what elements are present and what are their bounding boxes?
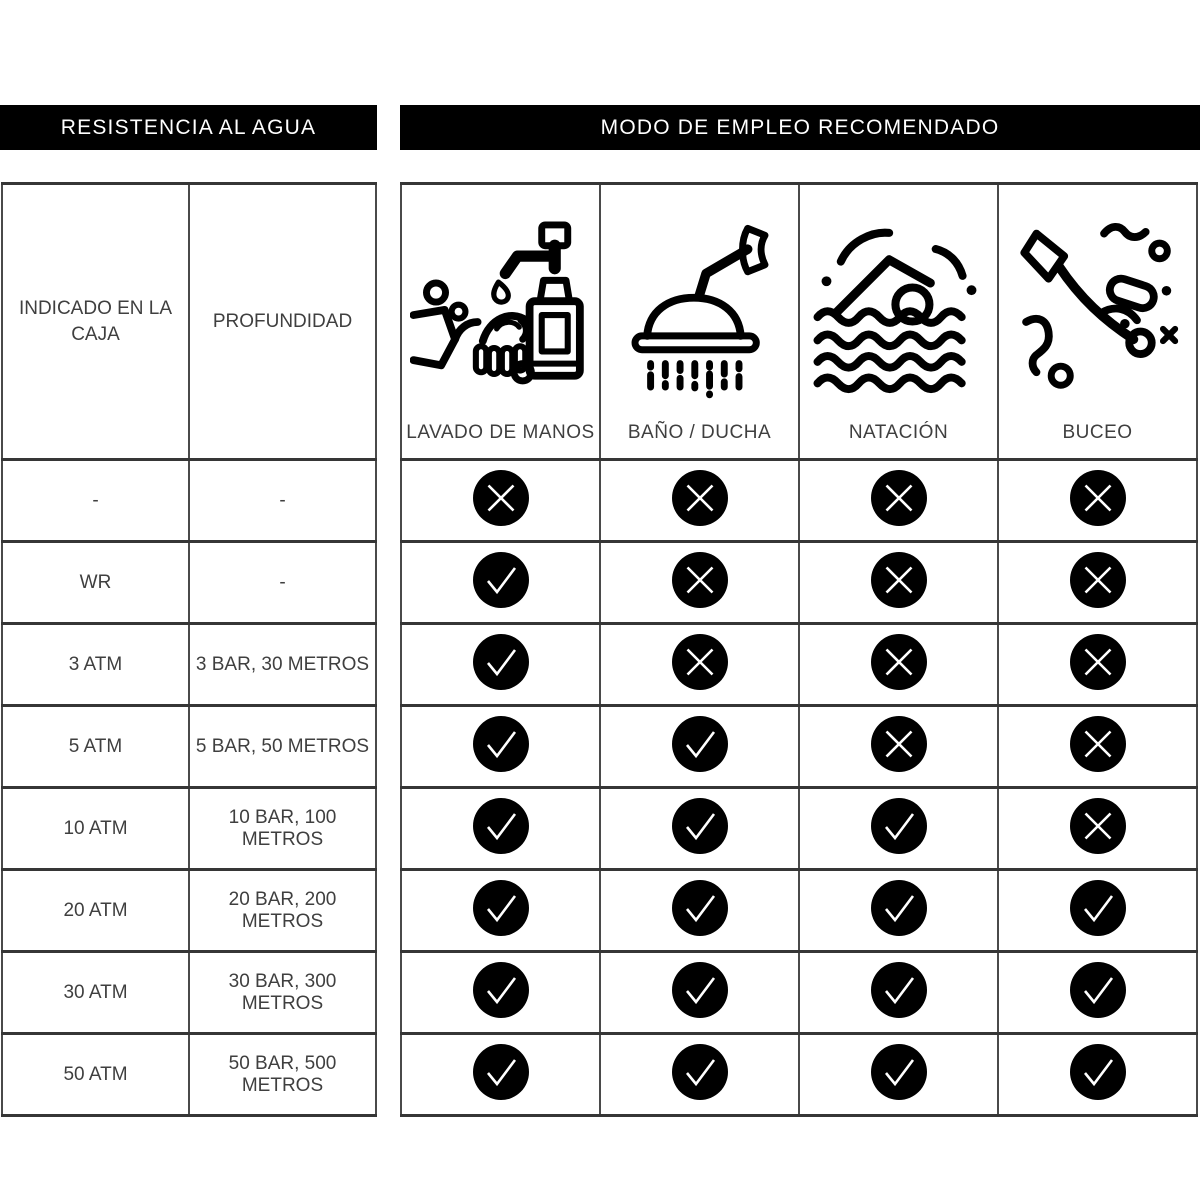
water-resistance-table	[1, 182, 377, 1117]
cross-glyph	[871, 716, 927, 772]
cross-mark-icon	[871, 470, 927, 526]
check-mark-icon	[1070, 962, 1126, 1018]
cross-glyph	[1070, 552, 1126, 608]
cell-profundidad: 50 BAR, 500 METROS	[189, 1034, 376, 1116]
cross-glyph	[1070, 798, 1126, 854]
matrix-cell	[998, 624, 1197, 706]
cross-glyph	[871, 470, 927, 526]
cross-mark-icon	[672, 470, 728, 526]
cross-glyph	[871, 552, 927, 608]
matrix-row	[401, 1034, 1197, 1116]
table-row	[2, 1034, 376, 1116]
matrix-cell	[998, 1034, 1197, 1116]
matrix-cell	[998, 870, 1197, 952]
cross-mark-icon	[672, 634, 728, 690]
matrix-cell	[799, 1034, 998, 1116]
matrix-cell	[998, 706, 1197, 788]
matrix-cell	[998, 460, 1197, 542]
cell-profundidad: -	[189, 542, 376, 624]
matrix-cell	[998, 952, 1197, 1034]
matrix-cell	[998, 542, 1197, 624]
matrix-cell	[600, 542, 799, 624]
check-glyph	[473, 798, 529, 854]
column-label: NATACIÓN	[848, 422, 949, 443]
cross-glyph	[1070, 716, 1126, 772]
matrix-cell	[600, 1034, 799, 1116]
check-glyph	[871, 880, 927, 936]
cell-caja: 3 ATM	[2, 624, 189, 706]
shower-icon	[609, 185, 791, 422]
cell-caja: 50 ATM	[2, 1034, 189, 1116]
column-label: BUCEO	[1062, 422, 1133, 443]
cross-glyph	[672, 470, 728, 526]
check-mark-icon	[672, 1044, 728, 1100]
cell-profundidad: -	[189, 460, 376, 542]
check-mark-icon	[672, 716, 728, 772]
check-mark-icon	[871, 798, 927, 854]
cell-profundidad: 10 BAR, 100 METROS	[189, 788, 376, 870]
check-mark-icon	[871, 1044, 927, 1100]
swimming-icon	[805, 185, 993, 422]
check-glyph	[871, 1044, 927, 1100]
matrix-cell	[401, 542, 600, 624]
check-glyph	[473, 552, 529, 608]
matrix-cell	[600, 952, 799, 1034]
check-glyph	[473, 962, 529, 1018]
column-header-profundidad: PROFUNDIDAD	[189, 184, 376, 460]
cell-caja: WR	[2, 542, 189, 624]
cell-profundidad: 5 BAR, 50 METROS	[189, 706, 376, 788]
matrix-cell	[600, 706, 799, 788]
check-glyph	[871, 798, 927, 854]
matrix-cell	[401, 952, 600, 1034]
matrix-row	[401, 542, 1197, 624]
check-glyph	[672, 1044, 728, 1100]
check-mark-icon	[871, 880, 927, 936]
column-label: BAÑO / DUCHA	[627, 422, 772, 443]
matrix-cell	[600, 624, 799, 706]
matrix-cell	[401, 624, 600, 706]
check-mark-icon	[473, 552, 529, 608]
check-glyph	[1070, 962, 1126, 1018]
cross-mark-icon	[1070, 470, 1126, 526]
check-mark-icon	[473, 798, 529, 854]
left-table-header-row	[2, 184, 376, 460]
column-header-buceo	[998, 184, 1197, 460]
check-glyph	[473, 880, 529, 936]
matrix-cell	[799, 952, 998, 1034]
matrix-cell	[799, 624, 998, 706]
check-glyph	[672, 798, 728, 854]
matrix-row	[401, 624, 1197, 706]
matrix-cell	[799, 706, 998, 788]
matrix-row	[401, 870, 1197, 952]
matrix-cell	[799, 870, 998, 952]
column-header-indicado-en-la-caja: INDICADO EN LA CAJA	[2, 184, 189, 460]
cross-mark-icon	[1070, 716, 1126, 772]
cross-glyph	[672, 634, 728, 690]
check-mark-icon	[1070, 880, 1126, 936]
check-mark-icon	[672, 798, 728, 854]
matrix-cell	[799, 542, 998, 624]
table-row	[2, 706, 376, 788]
cross-glyph	[1070, 634, 1126, 690]
cross-mark-icon	[1070, 798, 1126, 854]
table-row	[2, 870, 376, 952]
cell-profundidad: 3 BAR, 30 METROS	[189, 624, 376, 706]
table-row	[2, 788, 376, 870]
check-glyph	[871, 962, 927, 1018]
check-mark-icon	[473, 880, 529, 936]
check-glyph	[672, 962, 728, 1018]
column-header-lavado-de-manos	[401, 184, 600, 460]
cross-mark-icon	[871, 716, 927, 772]
matrix-cell	[799, 788, 998, 870]
matrix-row	[401, 706, 1197, 788]
matrix-cell	[600, 788, 799, 870]
cell-caja: -	[2, 460, 189, 542]
check-glyph	[672, 880, 728, 936]
check-mark-icon	[672, 962, 728, 1018]
matrix-cell	[998, 788, 1197, 870]
check-glyph	[1070, 880, 1126, 936]
check-glyph	[1070, 1044, 1126, 1100]
matrix-cell	[799, 460, 998, 542]
table-row	[2, 624, 376, 706]
check-mark-icon	[473, 716, 529, 772]
cell-caja: 10 ATM	[2, 788, 189, 870]
matrix-cell	[401, 788, 600, 870]
check-mark-icon	[672, 880, 728, 936]
check-glyph	[473, 634, 529, 690]
matrix-row	[401, 788, 1197, 870]
water-resistance-header-bar: RESISTENCIA AL AGUA	[0, 105, 377, 150]
matrix-cell	[600, 870, 799, 952]
cross-mark-icon	[672, 552, 728, 608]
table-row	[2, 460, 376, 542]
column-label: LAVADO DE MANOS	[406, 422, 595, 443]
cross-mark-icon	[473, 470, 529, 526]
table-row	[2, 952, 376, 1034]
cross-mark-icon	[871, 552, 927, 608]
cross-glyph	[1070, 470, 1126, 526]
cell-caja: 20 ATM	[2, 870, 189, 952]
check-mark-icon	[473, 962, 529, 1018]
check-glyph	[473, 1044, 529, 1100]
cell-caja: 30 ATM	[2, 952, 189, 1034]
table-row	[2, 542, 376, 624]
recommended-use-table	[400, 182, 1198, 1117]
cross-mark-icon	[1070, 552, 1126, 608]
matrix-cell	[401, 460, 600, 542]
column-header-bano-ducha	[600, 184, 799, 460]
recommended-use-header-bar: MODO DE EMPLEO RECOMENDADO	[400, 105, 1200, 150]
column-header-natacion	[799, 184, 998, 460]
check-glyph	[473, 716, 529, 772]
diving-icon	[1007, 185, 1189, 422]
matrix-cell	[600, 460, 799, 542]
matrix-row	[401, 460, 1197, 542]
cell-profundidad: 20 BAR, 200 METROS	[189, 870, 376, 952]
cross-glyph	[672, 552, 728, 608]
check-mark-icon	[1070, 1044, 1126, 1100]
cross-glyph	[871, 634, 927, 690]
right-table-header-row	[401, 184, 1197, 460]
cross-glyph	[473, 470, 529, 526]
matrix-row	[401, 952, 1197, 1034]
check-mark-icon	[473, 1044, 529, 1100]
cell-caja: 5 ATM	[2, 706, 189, 788]
cell-profundidad: 30 BAR, 300 METROS	[189, 952, 376, 1034]
hand-wash-icon	[410, 185, 592, 422]
matrix-cell	[401, 706, 600, 788]
check-mark-icon	[871, 962, 927, 1018]
cross-mark-icon	[871, 634, 927, 690]
check-glyph	[672, 716, 728, 772]
cross-mark-icon	[1070, 634, 1126, 690]
matrix-cell	[401, 870, 600, 952]
matrix-cell	[401, 1034, 600, 1116]
check-mark-icon	[473, 634, 529, 690]
